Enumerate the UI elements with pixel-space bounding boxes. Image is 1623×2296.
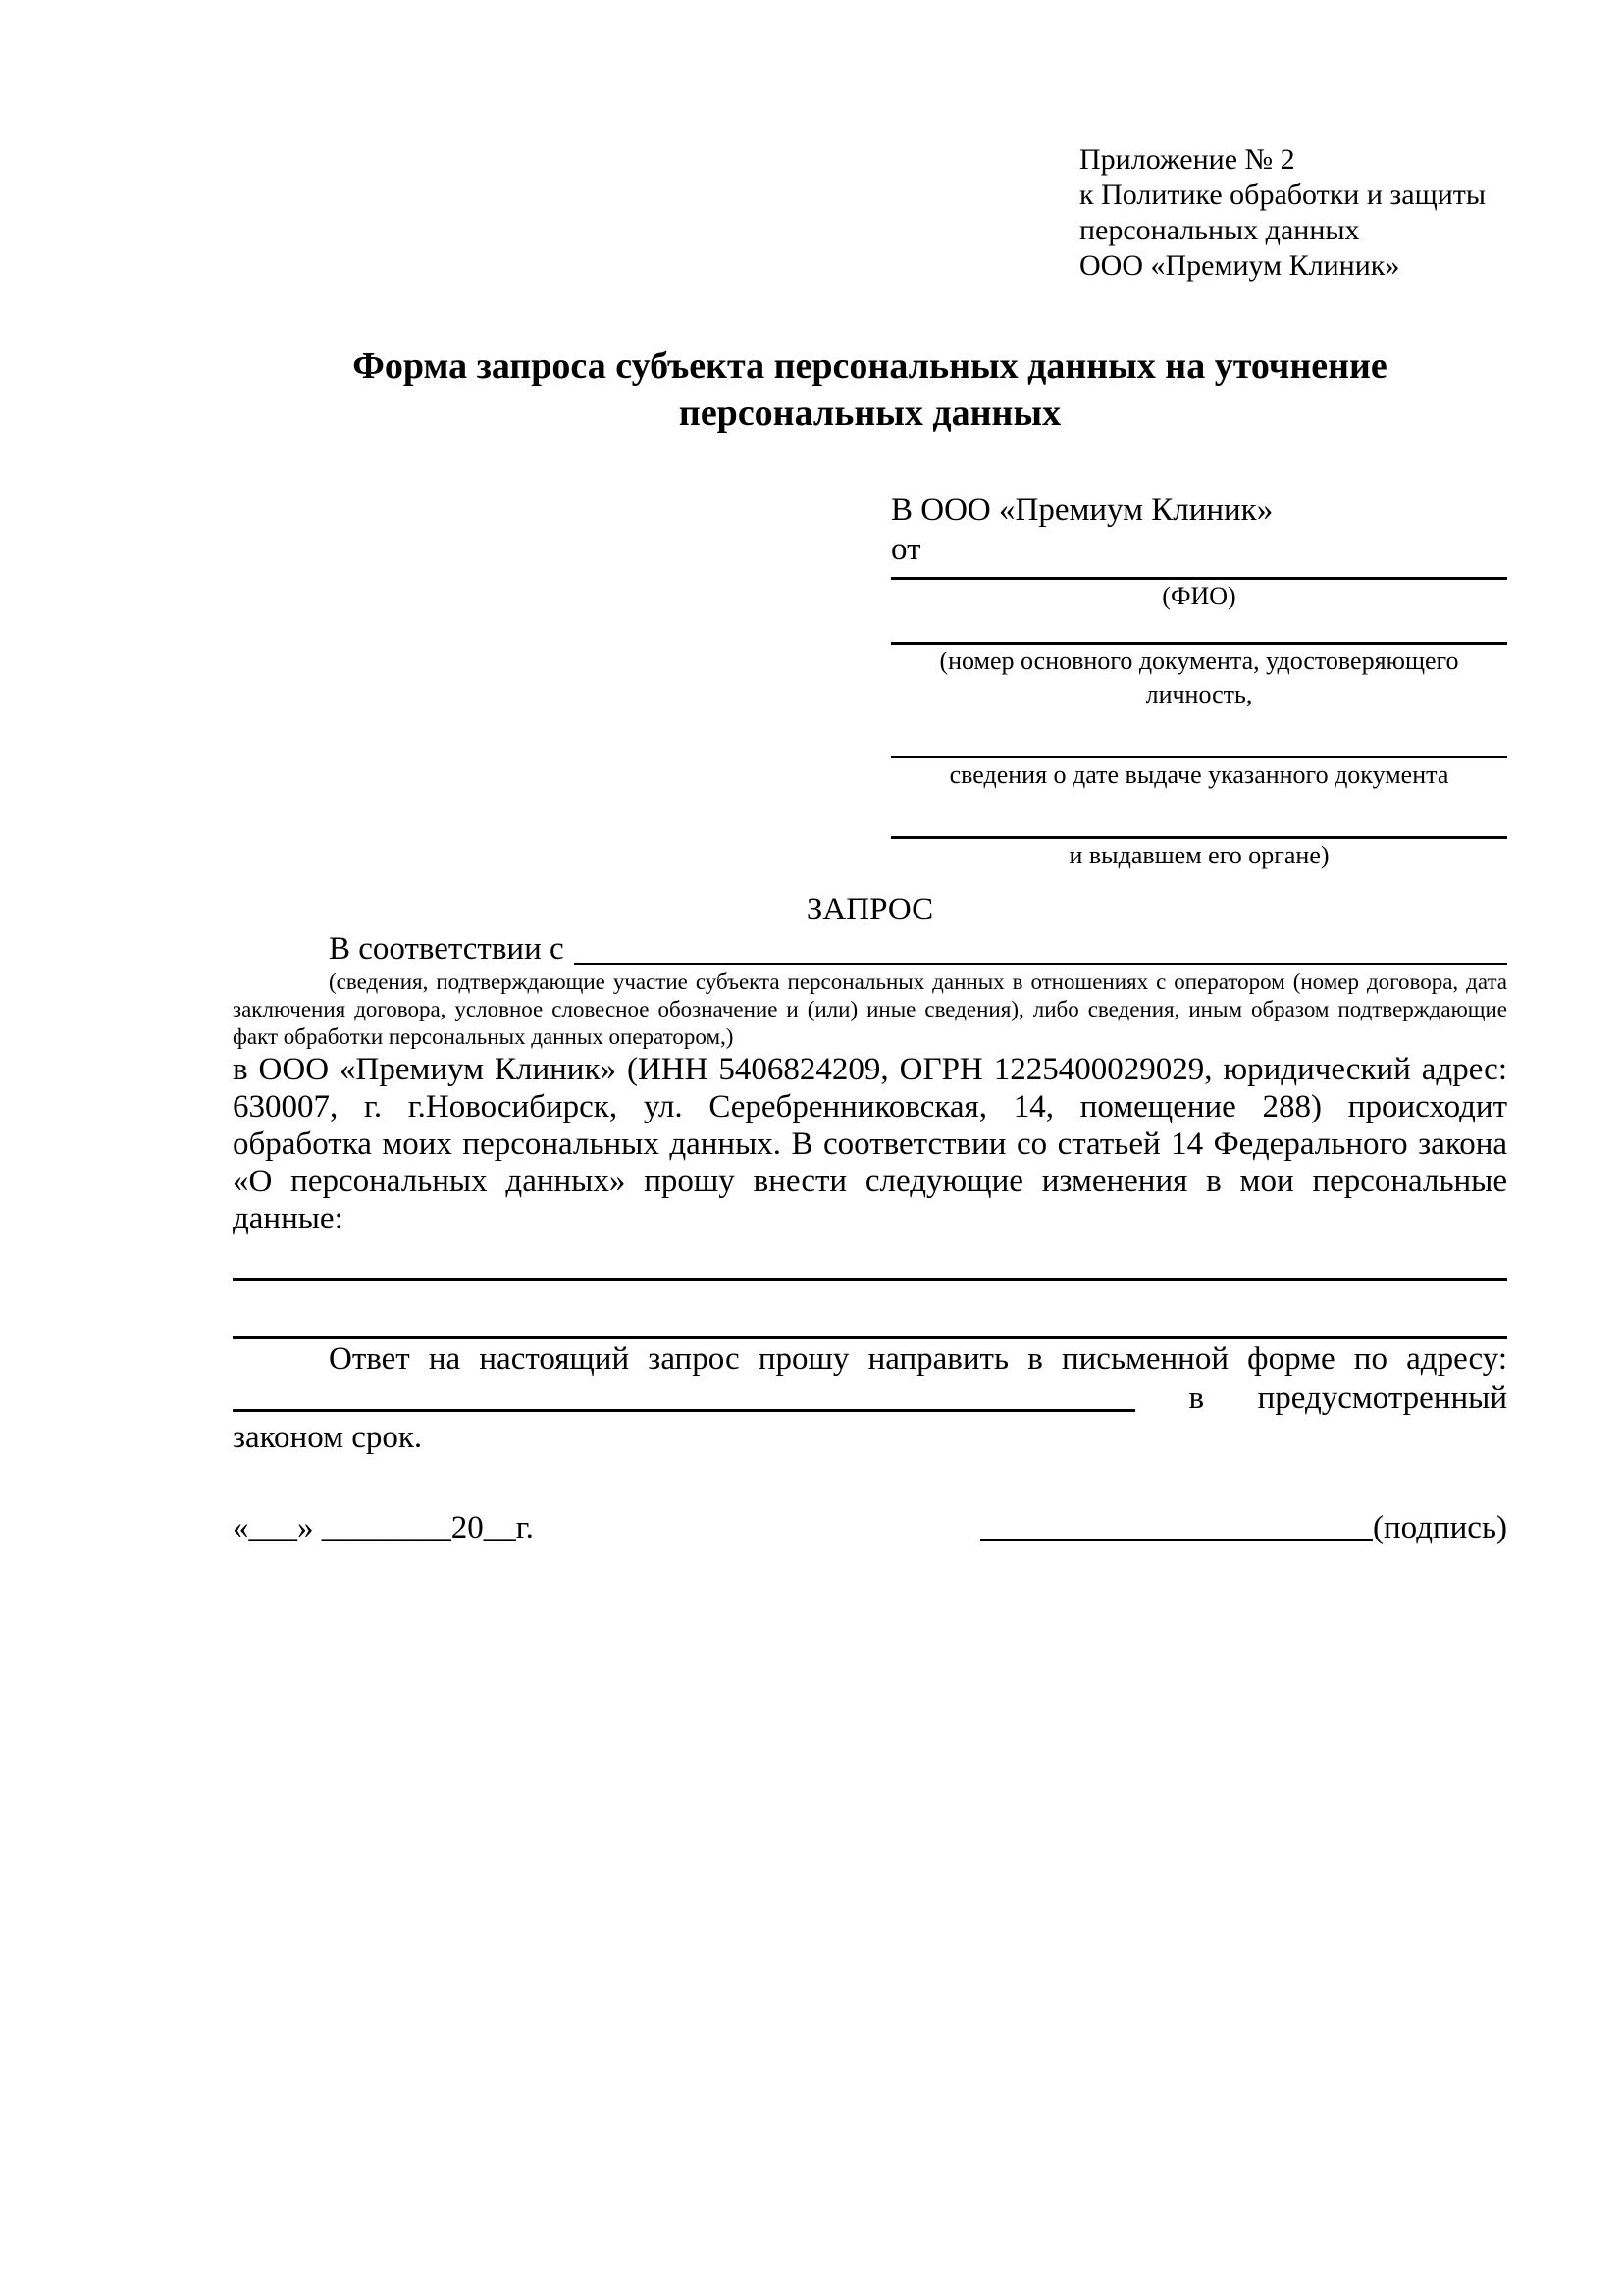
request-heading: ЗАПРОС <box>806 892 934 927</box>
intro-blank-line <box>574 929 1507 965</box>
doc-issuer-caption: и выдавшем его органе) <box>1069 841 1330 869</box>
intro-row <box>233 929 1507 968</box>
changes-blank-line-2 <box>233 1281 1507 1339</box>
reply-word-predusmotrennyj: предусмотренный <box>1257 1381 1507 1416</box>
intro-prefix: В соответствии с <box>329 931 564 966</box>
fine-print-note: (сведения, подтверждающие участие субъекта персональных данных в отношениях с оператором (номер договора, дата заключения договора, условное словесное обозначение и (или) иные сведения), либо сведения, иным образом подтверждающие факт обработки персональных данных оператором,) <box>233 969 1507 1049</box>
reply-word-v: в <box>1188 1381 1205 1416</box>
appendix-block <box>1079 142 1507 284</box>
request-body-text: в ООО «Премиум Клиник» (ИНН 5406824209, ОГРН 1225400029029, юридический адрес: 630007, г. г.Новосибирск, ул. Серебренниковская, 14, помещение 288) происходит обработка моих персональных данных. В соответствии со статьей 14 Федерального закона «О персональных данных» прошу внести следующие изменения в мои персональные данные: <box>233 1052 1507 1236</box>
spacer <box>891 792 1507 808</box>
signature-caption: (подпись) <box>1373 1510 1507 1545</box>
doc-date-blank-line <box>891 727 1507 758</box>
date-blank-line: «___» ________20__г. <box>233 1510 534 1545</box>
signature-area <box>980 1508 1507 1547</box>
document-title: Форма запроса субъекта персональных данных на уточнение персональных данных <box>352 345 1387 434</box>
addressee-block <box>891 491 1507 872</box>
doc-number-blank-line <box>891 613 1507 645</box>
addressee-to: В ООО «Премиум Клиник» <box>891 493 1274 528</box>
reply-paragraph-line-3: законом срок. <box>233 1420 423 1455</box>
signature-blank-line <box>980 1508 1373 1541</box>
fio-caption: (ФИО) <box>1162 582 1236 610</box>
fio-blank-line <box>891 569 1507 580</box>
addressee-from: от <box>891 532 921 567</box>
reply-paragraph-line-2 <box>233 1379 1507 1418</box>
changes-blank-line-1 <box>233 1237 1507 1281</box>
appendix-line: персональных данных <box>1079 214 1360 246</box>
doc-date-caption: сведения о дате выдаче указанного документа <box>949 760 1449 789</box>
appendix-line: к Политике обработки и защиты <box>1079 179 1487 211</box>
paragraph-indent <box>233 929 329 968</box>
appendix-line: Приложение № 2 <box>1079 143 1295 176</box>
doc-issuer-blank-line <box>891 808 1507 839</box>
reply-address-blank-line <box>233 1379 1135 1412</box>
doc-number-caption: (номер основного документа, удостоверяющего личность, <box>939 647 1459 708</box>
spacer <box>891 711 1507 727</box>
footer-row <box>233 1508 1507 1547</box>
appendix-line: ООО «Премиум Клиник» <box>1079 249 1400 282</box>
reply-paragraph-line-1: Ответ на настоящий запрос прошу направить в письменной форме по адресу: <box>329 1341 1507 1377</box>
